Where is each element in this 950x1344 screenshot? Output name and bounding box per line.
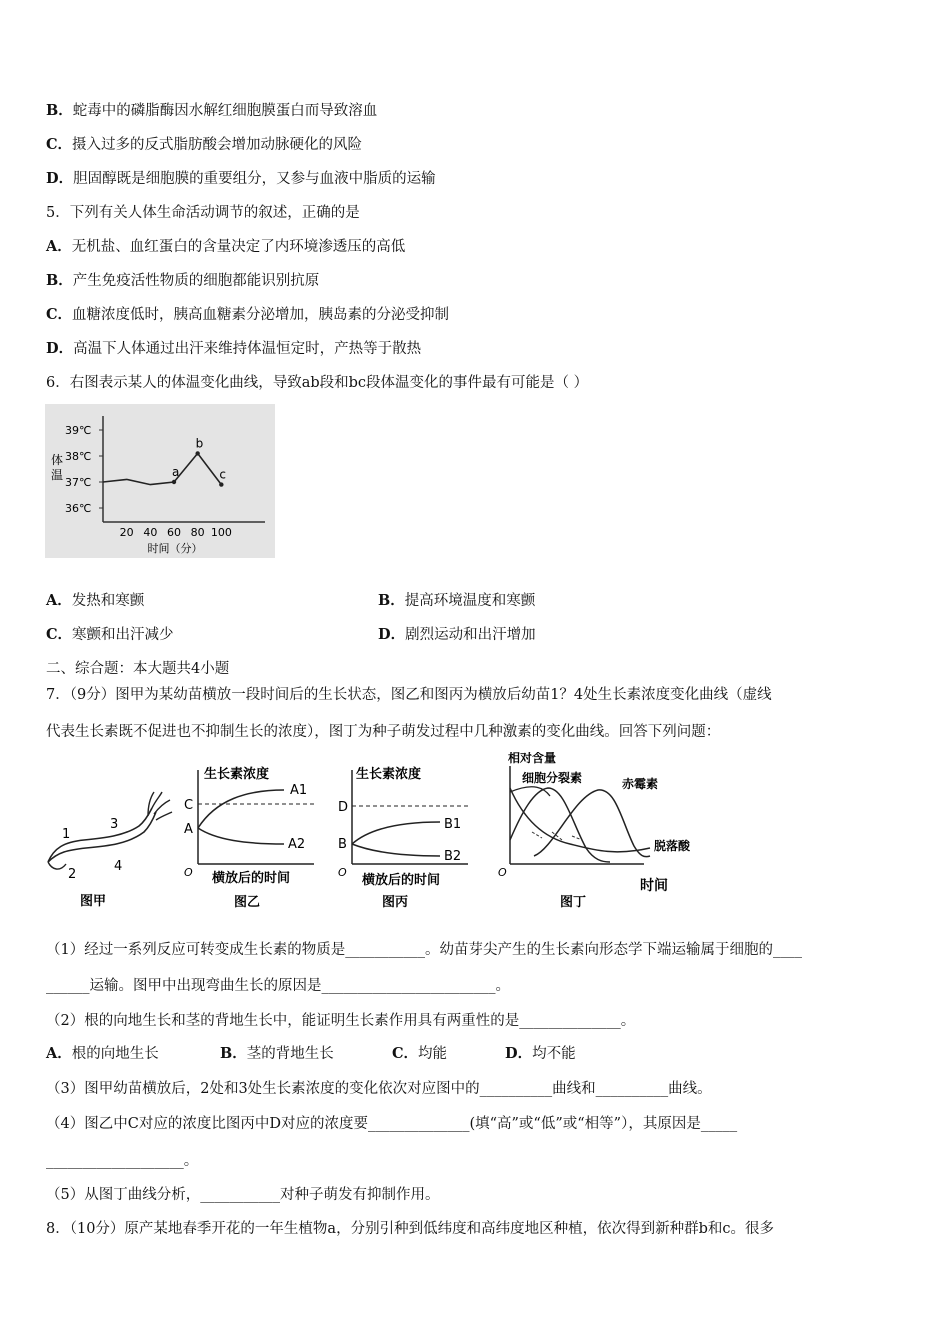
q7-part2: （2）根的向地生长和茎的背地生长中，能证明生长素作用具有两重性的是______________。 — [46, 1013, 636, 1029]
fig-yi-label-a: A — [184, 822, 193, 837]
q7-part5: （5）从图丁曲线分析，___________对种子萌发有抑制作用。 — [46, 1187, 440, 1203]
q6-option-c: C．寒颤和出汗减少 — [46, 626, 174, 643]
q7-stem-line2: 代表生长素既不促进也不抑制生长的浓度），图丁为种子萌发过程中几种激素的变化曲线。回答下列问题： — [46, 724, 721, 740]
fig-ding-curve-gibberellin — [534, 790, 650, 857]
fig-jia — [44, 790, 174, 915]
q7-part4-line1: （4）图乙中C对应的浓度比图丙中D对应的浓度要______________(填“高”或“低”或“相等”），其原因是_____ — [46, 1116, 738, 1132]
fig-ding-xlabel: 时间 — [640, 878, 668, 894]
q4-option-d: D．胆固醇既是细胞膜的重要组分，又参与血液中脂质的运输 — [46, 170, 436, 187]
q6-xtick-label: 60 — [167, 526, 181, 539]
fig-bing-chart — [332, 760, 482, 915]
fig-yi-xlabel: 横放后的时间 — [212, 871, 291, 886]
fig-ding-label-cytokinin: 细胞分裂素 — [522, 771, 583, 785]
q5-option-c: C．血糖浓度低时，胰高血糖素分泌增加，胰岛素的分泌受抑制 — [46, 306, 450, 323]
q7-part4-line2: ___________________。 — [46, 1153, 199, 1169]
fig-ding-caption: 图丁 — [560, 895, 587, 910]
q6-stem: 6．右图表示某人的体温变化曲线，导致ab段和bc段体温变化的事件最有可能是（ ） — [46, 375, 589, 391]
q6-point-label-a: a — [172, 465, 180, 479]
q7-part2-option-a: A．根的向地生长 — [46, 1045, 159, 1062]
q7-stem-line1: 7．（9分）图甲为某幼苗横放一段时间后的生长状态，图乙和图丙为横放后幼苗1？4处生长素浓度变化曲线（虚线 — [46, 687, 772, 703]
q4-option-b: B．蛇毒中的磷脂酶因水解红细胞膜蛋白而导致溶血 — [46, 102, 378, 119]
q6-xtick-label: 80 — [190, 526, 205, 539]
q6-point-a — [172, 480, 176, 484]
fig-yi-origin: O — [184, 866, 193, 879]
fig-bing-curve-b2 — [352, 844, 440, 856]
fig-yi-label-a1: A1 — [290, 783, 308, 798]
q6-point-b — [195, 451, 199, 455]
q6-point-label-b: b — [195, 436, 204, 451]
fig-ding-label-gibberellin: 赤霉素 — [622, 777, 659, 791]
fig-ding-chart — [494, 752, 716, 915]
q6-option-a: A．发热和寒颤 — [46, 592, 145, 609]
fig-jia-label-4: 4 — [114, 859, 123, 874]
section-2-title: 二、综合题：本大题共4小题 — [46, 661, 230, 677]
q6-xtick-label: 20 — [119, 526, 134, 539]
q5-option-d: D．高温下人体通过出汗来维持体温恒定时，产热等于散热 — [46, 340, 422, 357]
q6-ytick-label: 36℃ — [65, 502, 92, 515]
q5-option-a: A．无机盐、血红蛋白的含量决定了内环境渗透压的高低 — [46, 238, 406, 255]
q7-part2-option-c: C．均能 — [392, 1045, 448, 1062]
q6-option-b: B．提高环境温度和寒颤 — [378, 592, 536, 609]
fig-bing-origin: O — [338, 866, 347, 879]
q6-xlabel: 时间（分） — [147, 542, 203, 555]
q6-temperature-series — [103, 453, 221, 484]
fig-jia-label-2: 2 — [68, 867, 77, 882]
q7-part1-line2: ______运输。图甲中出现弯曲生长的原因是________________________。 — [46, 978, 510, 994]
fig-jia-caption: 图甲 — [80, 894, 107, 909]
fig-yi-caption: 图乙 — [234, 895, 261, 910]
fig-bing-label-b1: B1 — [444, 817, 462, 832]
q4-option-c: C．摄入过多的反式脂肪酸会增加动脉硬化的风险 — [46, 136, 363, 153]
q5-stem: 5．下列有关人体生命活动调节的叙述，正确的是 — [46, 205, 360, 221]
q6-point-c — [219, 482, 223, 486]
fig-yi-curve-a1 — [198, 790, 284, 828]
q6-ylabel-1: 体 — [51, 453, 64, 467]
q6-option-d: D．剧烈运动和出汗增加 — [378, 626, 536, 643]
q5-option-b: B．产生免疫活性物质的细胞都能识别抗原 — [46, 272, 320, 289]
q6-ytick-label: 39℃ — [65, 424, 92, 437]
q6-ylabel-2: 温 — [51, 468, 64, 482]
fig-ding-curve-abscisic — [510, 788, 650, 852]
fig-jia-label-3: 3 — [110, 817, 119, 832]
fig-jia-label-1: 1 — [62, 827, 71, 842]
fig-yi-label-c: C — [184, 798, 194, 813]
q6-point-label-c: c — [219, 467, 226, 482]
fig-yi-chart — [176, 760, 326, 915]
q6-xtick-label: 40 — [143, 526, 158, 539]
q6-ytick-label: 38℃ — [65, 450, 92, 463]
fig-bing-caption: 图丙 — [382, 895, 409, 910]
fig-yi-ylabel: 生长素浓度 — [204, 767, 270, 782]
fig-bing-label-b: B — [338, 837, 347, 852]
fig-bing — [332, 760, 482, 915]
q7-part2-option-d: D．均不能 — [505, 1045, 576, 1062]
q7-part2-option-b: B．茎的背地生长 — [220, 1045, 334, 1062]
q7-part1-line1: （1）经过一系列反应可转变成生长素的物质是___________。幼苗芽尖产生的生长素向形态学下端运输属于细胞的____ — [46, 942, 802, 958]
q6-ytick-label: 37℃ — [65, 476, 92, 489]
fig-ding-ylabel: 相对含量 — [508, 752, 557, 765]
fig-yi-label-a2: A2 — [288, 837, 306, 852]
fig-ding — [494, 752, 716, 915]
q7-part3: （3）图甲幼苗横放后，2处和3处生长素浓度的变化依次对应图中的__________曲线和__________曲线。 — [46, 1081, 712, 1097]
q6-xtick-label: 100 — [210, 526, 232, 539]
q6-chart-svg — [45, 404, 275, 558]
fig-bing-label-b2: B2 — [444, 849, 462, 864]
fig-bing-xlabel: 横放后的时间 — [362, 873, 441, 888]
q8-stem: 8．（10分）原产某地春季开花的一年生植物a，分别引种到低纬度和高纬度地区种植，依次得到新种群b和c。很多 — [46, 1221, 774, 1237]
q6-temperature-chart — [45, 404, 275, 558]
fig-yi-curve-a2 — [198, 828, 284, 844]
fig-bing-curve-b1 — [352, 822, 440, 844]
fig-bing-label-d: D — [338, 800, 349, 815]
fig-ding-curve-cytokinin — [510, 788, 610, 862]
fig-yi — [176, 760, 326, 915]
fig-ding-label-abscisic: 脱落酸 — [654, 839, 691, 853]
fig-ding-origin: O — [498, 866, 507, 879]
fig-bing-ylabel: 生长素浓度 — [356, 767, 422, 782]
fig-jia-seedling — [44, 790, 174, 915]
